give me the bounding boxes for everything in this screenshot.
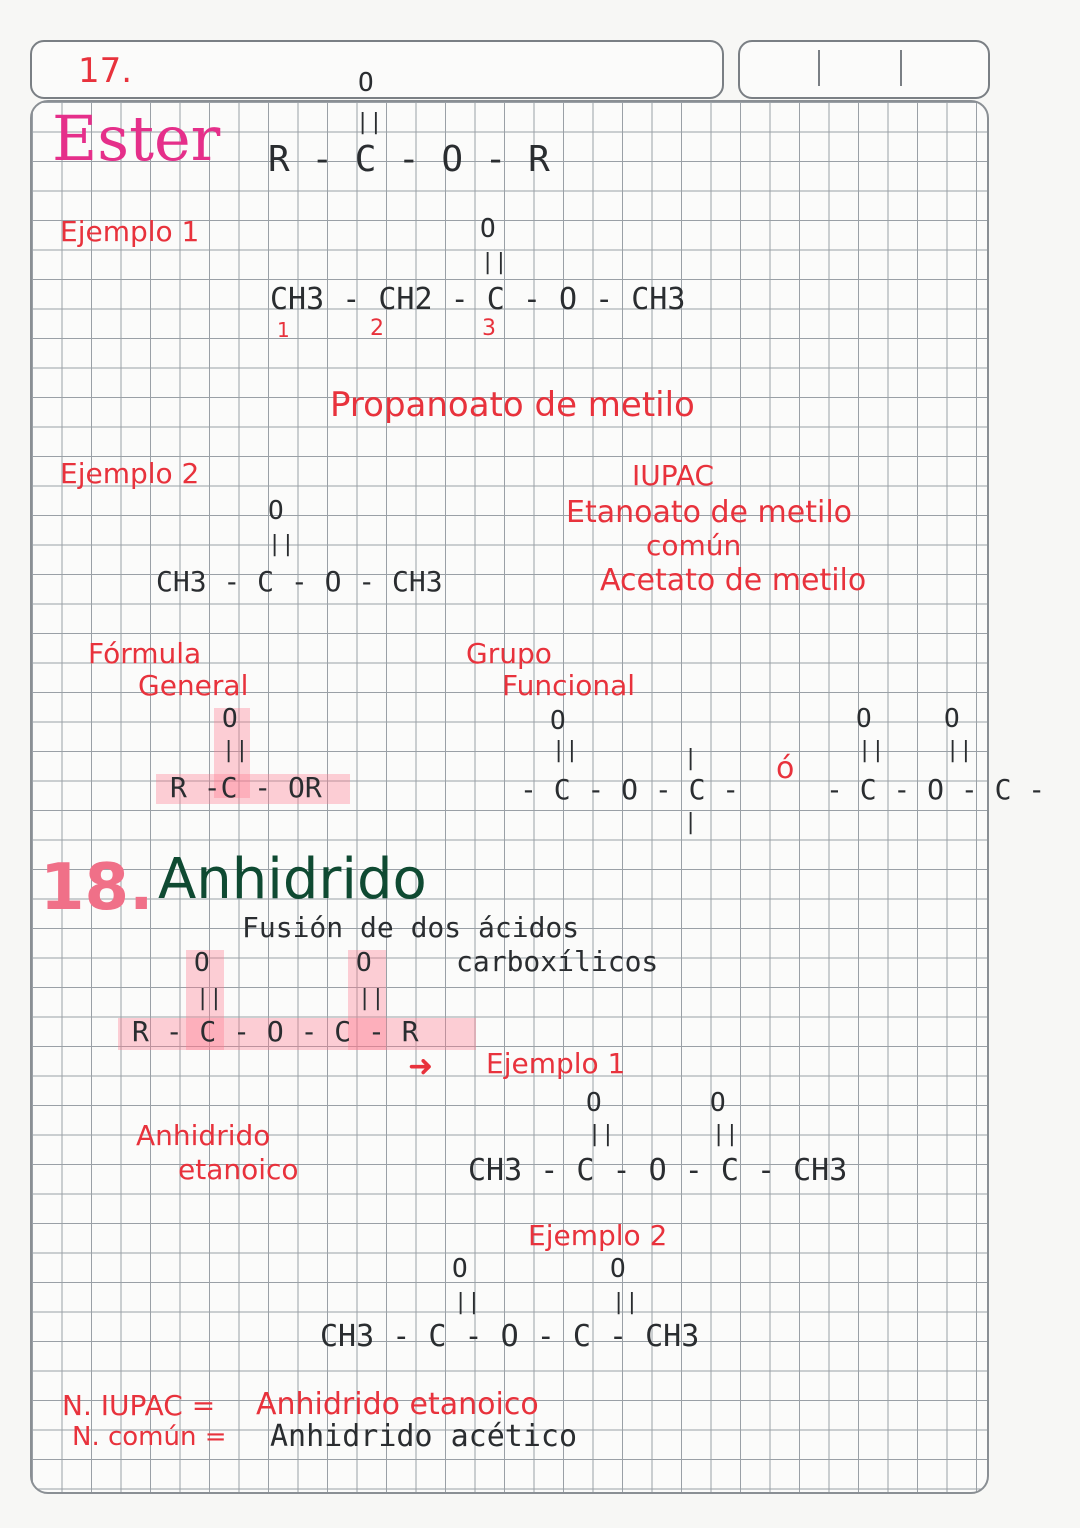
anhidrido-example2-label: Ejemplo 2 <box>528 1219 668 1252</box>
group-formula1: - C - O - C - <box>520 773 740 806</box>
ester-example2-label: Ejemplo 2 <box>60 457 200 490</box>
ester-ex2-formula: CH3 - C - O - CH3 <box>156 565 443 598</box>
header-date-box <box>738 40 990 99</box>
anhidrido-bond: || <box>358 986 385 1011</box>
ester-ex2-bond: || <box>268 532 295 557</box>
general-bond: || <box>222 738 249 763</box>
anhidrido-number: 18. <box>40 851 154 925</box>
ester-ex1-formula: CH3 - CH2 - C - O - CH3 <box>270 282 686 317</box>
ester-general-formula: R - C - O - R <box>268 139 550 180</box>
anhidrido-ex1-name: etanoico <box>178 1153 299 1186</box>
group-o: O <box>550 706 566 736</box>
common-label: común <box>646 529 742 562</box>
or-text: ó <box>776 751 795 786</box>
group-bond: || <box>552 738 579 763</box>
anhidrido-ex1-name: Anhidrido <box>136 1119 271 1152</box>
date-divider <box>900 50 902 86</box>
iupac-name: Anhidrido etanoico <box>256 1387 539 1422</box>
carbon-number: 2 <box>370 316 384 341</box>
anhidrido-bond: || <box>196 986 223 1011</box>
carbon-number: 3 <box>482 316 496 341</box>
anhidrido-description: Fusión de dos ácidos <box>242 911 580 944</box>
header-box <box>30 40 724 99</box>
iupac-name: Etanoato de metilo <box>566 495 853 530</box>
general-o: O <box>222 704 238 734</box>
anhidrido-title: Anhidrido <box>158 847 427 912</box>
general-formula-label: General <box>138 669 249 702</box>
general-formula: R -C - OR <box>170 771 322 804</box>
group-formula2: - C - O - C - <box>826 773 1046 806</box>
group-vbar: | <box>684 746 698 771</box>
common-name: Anhidrido acético <box>270 1419 578 1454</box>
functional-group-label: Grupo <box>466 637 552 670</box>
common-label: N. común = <box>72 1422 227 1452</box>
group2-o: O <box>856 704 872 734</box>
page-number: 17. <box>78 51 133 91</box>
anhidrido-general-formula: R - C - O - C - R <box>132 1015 419 1048</box>
anhidrido-ex2-o: O <box>610 1254 626 1284</box>
date-divider <box>818 50 820 86</box>
anhidrido-o: O <box>194 948 210 978</box>
carbon-number: 1 <box>277 318 290 342</box>
iupac-label: IUPAC <box>632 459 715 492</box>
anhidrido-ex1-formula: CH3 - C - O - C - CH3 <box>468 1153 848 1188</box>
anhidrido-ex2-bond: || <box>454 1290 481 1315</box>
anhidrido-description: carboxílicos <box>456 945 659 978</box>
anhidrido-ex2-o: O <box>452 1254 468 1284</box>
anhidrido-ex2-bond: || <box>612 1290 639 1315</box>
common-name: Acetato de metilo <box>600 563 867 598</box>
anhidrido-example1-label: Ejemplo 1 <box>486 1047 626 1080</box>
group2-bond: || <box>946 738 973 763</box>
anhidrido-o: O <box>356 948 372 978</box>
ester-ex1-name: Propanoato de metilo <box>330 385 695 425</box>
arrow-icon: ➜ <box>408 1049 434 1084</box>
ester-ex1-bond: || <box>481 250 508 275</box>
group-vbar: | <box>684 810 698 835</box>
anhidrido-ex1-bond: || <box>712 1122 739 1147</box>
ester-ex2-o: O <box>268 496 284 526</box>
anhidrido-ex1-o: O <box>586 1088 602 1118</box>
anhidrido-ex2-formula: CH3 - C - O - C - CH3 <box>320 1319 700 1354</box>
iupac-label: N. IUPAC = <box>62 1389 216 1422</box>
anhidrido-ex1-bond: || <box>588 1122 615 1147</box>
functional-group-label: Funcional <box>502 669 636 702</box>
ester-ex1-o: O <box>480 214 496 244</box>
group2-o: O <box>944 704 960 734</box>
anhidrido-ex1-o: O <box>710 1088 726 1118</box>
ester-example1-label: Ejemplo 1 <box>60 215 200 248</box>
general-formula-label: Fórmula <box>88 637 202 670</box>
ester-general-bond: || <box>356 110 383 135</box>
group2-bond: || <box>858 738 885 763</box>
ester-general-o: O <box>358 68 374 98</box>
ester-title: Ester <box>52 102 221 175</box>
